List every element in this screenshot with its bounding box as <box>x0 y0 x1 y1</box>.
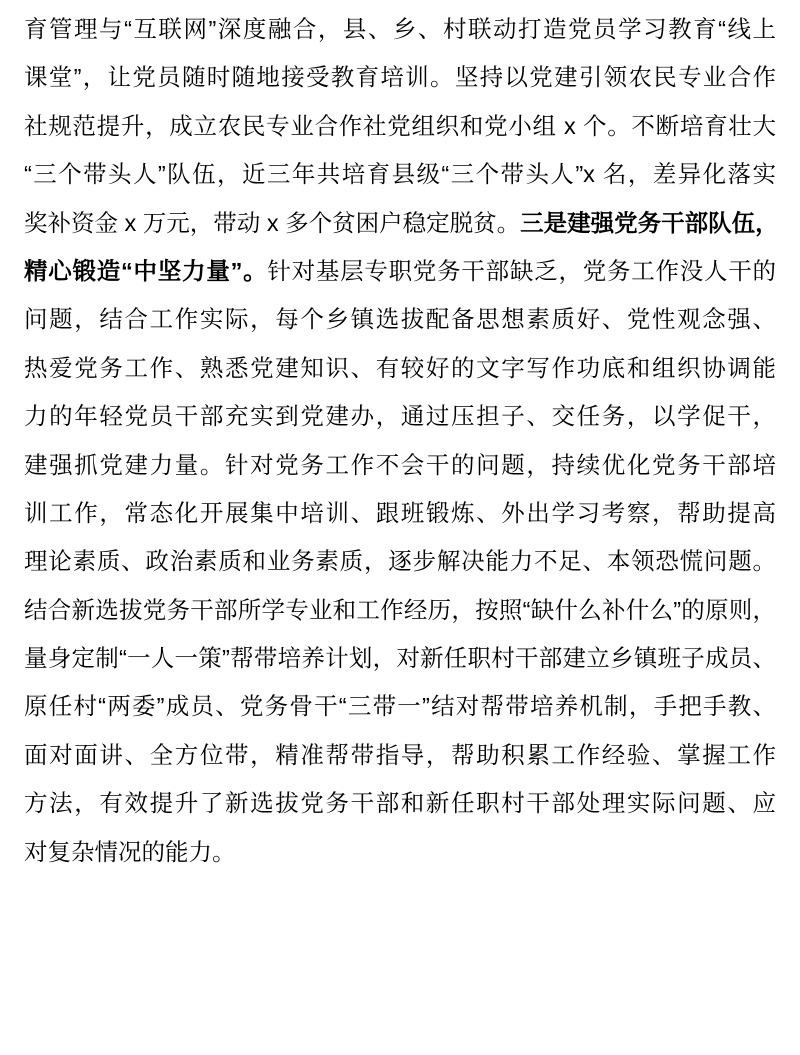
text-line <box>24 537 776 585</box>
text-segment: 理论素质、政治素质和业务素质，逐步解决能力不足、本领恐慌问题。 <box>24 548 776 575</box>
text-line <box>24 682 776 730</box>
emphasis-text-segment: 精心锻造“中坚力量”。 <box>24 257 268 284</box>
text-line <box>24 344 776 392</box>
text-line <box>24 102 776 150</box>
text-line <box>24 489 776 537</box>
text-segment: 建强抓党建力量。针对党务工作不会干的问题，持续优化党务干部培 <box>24 451 776 478</box>
text-line <box>24 295 776 343</box>
text-segment: 问题，结合工作实际，每个乡镇选拔配备思想素质好、党性观念强、 <box>24 306 776 333</box>
text-line <box>24 150 776 198</box>
text-segment: 原任村“两委”成员、党务骨干“三带一”结对帮带培养机制，手把手教、 <box>24 693 776 720</box>
text-segment: 热爱党务工作、熟悉党建知识、有较好的文字写作功底和组织协调能 <box>24 354 776 381</box>
text-segment: 面对面讲、全方位带，精准帮带指导，帮助积累工作经验、掌握工作 <box>24 741 776 768</box>
text-segment: 结合新选拔党务干部所学专业和工作经历，按照“缺什么补什么”的原则， <box>24 596 776 623</box>
text-line <box>24 53 776 101</box>
text-segment: 育管理与“互联网”深度融合，县、乡、村联动打造党员学习教育“线上 <box>24 16 776 42</box>
text-line <box>24 586 776 634</box>
text-segment: 社规范提升，成立农民专业合作社党组织和党小组 x 个。不断培育壮大 <box>24 112 776 139</box>
text-segment: “三个带头人”队伍，近三年共培育县级“三个带头人”x 名，差异化落实 <box>24 161 776 188</box>
text-line <box>24 5 776 53</box>
text-line <box>24 392 776 440</box>
text-segment: 训工作，常态化开展集中培训、跟班锻炼、外出学习考察，帮助提高 <box>24 499 776 526</box>
text-segment: 针对基层专职党务干部缺乏，党务工作没人干的 <box>267 257 777 284</box>
text-line <box>24 634 776 682</box>
text-line <box>24 828 776 876</box>
text-line <box>24 247 776 295</box>
text-segment: 对复杂情况的能力。 <box>24 838 236 865</box>
emphasis-text-segment: 三是建强党务干部队伍， <box>520 209 779 236</box>
text-segment: 奖补资金 x 万元，带动 x 多个贫困户稳定脱贫。 <box>24 209 521 236</box>
text-line <box>24 731 776 779</box>
text-line <box>24 779 776 827</box>
text-line <box>24 199 779 247</box>
text-segment: 方法，有效提升了新选拔党务干部和新任职村干部处理实际问题、应 <box>24 790 776 817</box>
text-segment: 力的年轻党员干部充实到党建办，通过压担子、交任务，以学促干， <box>24 403 776 430</box>
text-segment: 量身定制“一人一策”帮带培养计划，对新任职村干部建立乡镇班子成员、 <box>24 645 776 672</box>
text-line <box>24 441 776 489</box>
text-segment: 课堂”，让党员随时随地接受教育培训。坚持以党建引领农民专业合作 <box>24 64 776 91</box>
